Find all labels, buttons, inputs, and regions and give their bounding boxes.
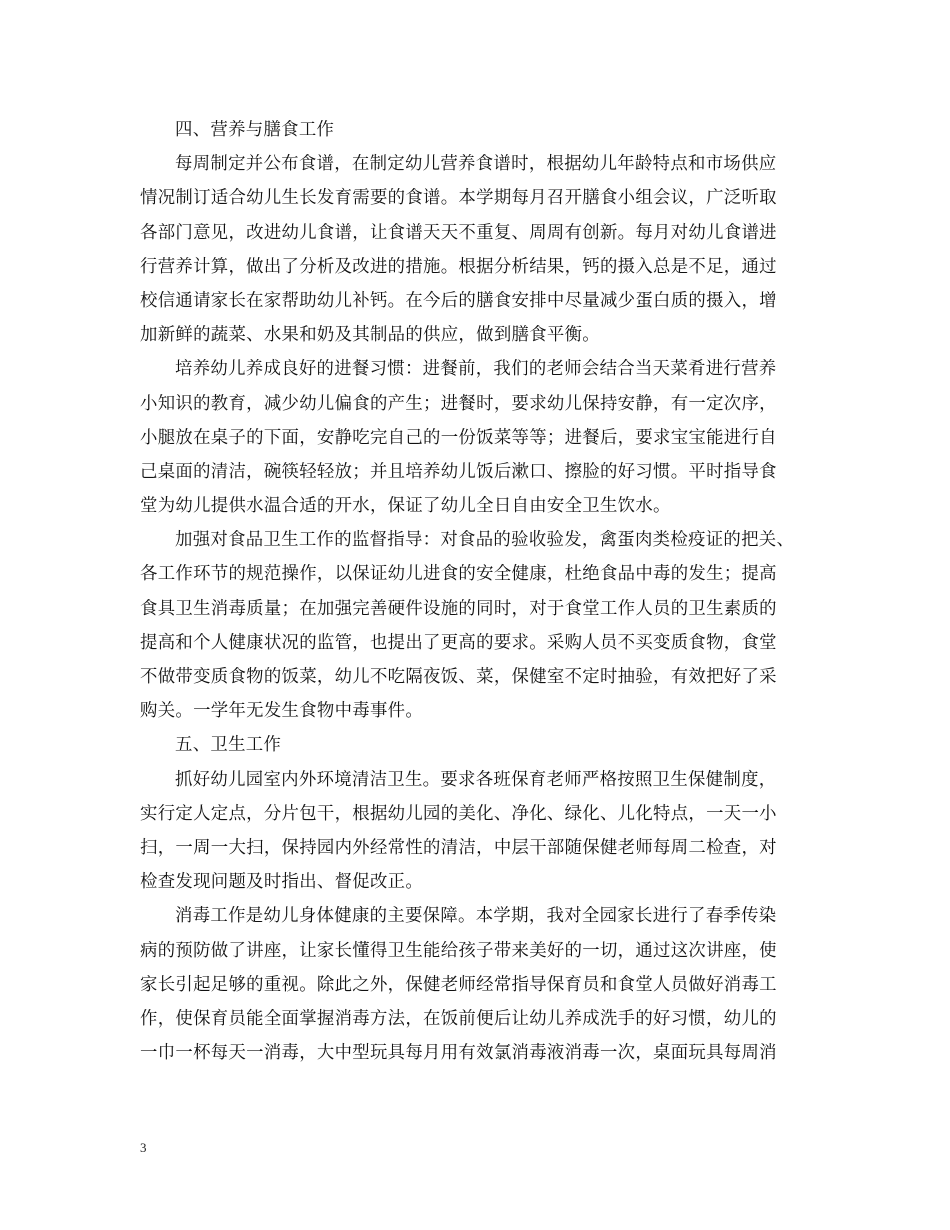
text-line: 加新鲜的蔬菜、水果和奶及其制品的供应，做到膳食平衡。 (140, 325, 600, 346)
text-line: 校信通请家长在家帮助幼儿补钙。在今后的膳食安排中尽量减少蛋白质的摄入，增 (140, 290, 777, 311)
text-line: 情况制订适合幼儿生长发育需要的食谱。本学期每月召开膳食小组会议，广泛听取 (140, 188, 777, 209)
text-line: 食具卫生消毒质量；在加强完善硬件设施的同时，对于食堂工作人员的卫生素质的 (140, 598, 777, 619)
document-body (140, 113, 815, 1070)
text-line: 小腿放在桌子的下面，安静吃完自己的一份饭菜等等；进餐后，要求宝宝能进行自 (140, 427, 777, 448)
text-line: 行营养计算，做出了分析及改进的措施。根据分析结果，钙的摄入总是不足，通过 (140, 256, 777, 277)
text-line: 小知识的教育，减少幼儿偏食的产生；进餐时，要求幼儿保持安静，有一定次序， (140, 393, 777, 414)
text-line: 各部门意见，改进幼儿食谱，让食谱天天不重复、周周有创新。每月对幼儿食谱进 (140, 222, 777, 243)
text-line: 各工作环节的规范操作，以保证幼儿进食的安全健康，杜绝食品中毒的发生；提高 (140, 564, 777, 585)
text-line: 购关。一学年无发生食物中毒事件。 (140, 701, 424, 722)
text-line: 实行定人定点，分片包干，根据幼儿园的美化、净化、绿化、儿化特点，一天一小 (140, 803, 777, 824)
text-line: 加强对食品卫生工作的监督指导：对食品的验收验发，禽蛋肉类检疫证的把关、 (175, 530, 795, 551)
text-line: 抓好幼儿园室内外环境清洁卫生。要求各班保育老师严格按照卫生保健制度， (175, 769, 777, 790)
text-line: 培养幼儿养成良好的进餐习惯：进餐前，我们的老师会结合当天菜肴进行营养 (175, 359, 777, 380)
text-line: 消毒工作是幼儿身体健康的主要保障。本学期，我对全园家长进行了春季传染 (175, 906, 777, 927)
text-line: 一巾一杯每天一消毒，大中型玩具每月用有效氯消毒液消毒一次，桌面玩具每周消 (140, 1043, 777, 1064)
text-line: 每周制定并公布食谱，在制定幼儿营养食谱时，根据幼儿年龄特点和市场供应 (175, 154, 777, 175)
page-number: 3 (140, 1140, 147, 1155)
text-line: 家长引起足够的重视。除此之外，保健老师经常指导保育员和食堂人员做好消毒工 (140, 974, 777, 995)
text-line: 五、卫生工作 (175, 735, 282, 756)
text-line: 病的预防做了讲座，让家长懂得卫生能给孩子带来美好的一切，通过这次讲座，使 (140, 940, 777, 961)
text-line: 提高和个人健康状况的监管，也提出了更高的要求。采购人员不买变质食物，食堂 (140, 632, 777, 653)
text-line: 不做带变质食物的饭菜，幼儿不吃隔夜饭、菜，保健室不定时抽验，有效把好了采 (140, 667, 777, 687)
text-line: 四、营养与膳食工作 (175, 120, 335, 140)
text-line: 堂为幼儿提供水温合适的开水，保证了幼儿全日自由安全卫生饮水。 (140, 496, 671, 517)
text-line: 己桌面的清洁，碗筷轻轻放；并且培养幼儿饭后漱口、擦脸的好习惯。平时指导食 (140, 461, 777, 482)
text-line: 扫，一周一大扫，保持园内外经常性的清洁，中层干部随保健老师每周二检查，对 (140, 837, 777, 858)
text-line: 检查发现问题及时指出、督促改正。 (140, 872, 424, 893)
text-line: 作，使保育员能全面掌握消毒方法，在饭前便后让幼儿养成洗手的好习惯，幼儿的 (140, 1008, 777, 1029)
